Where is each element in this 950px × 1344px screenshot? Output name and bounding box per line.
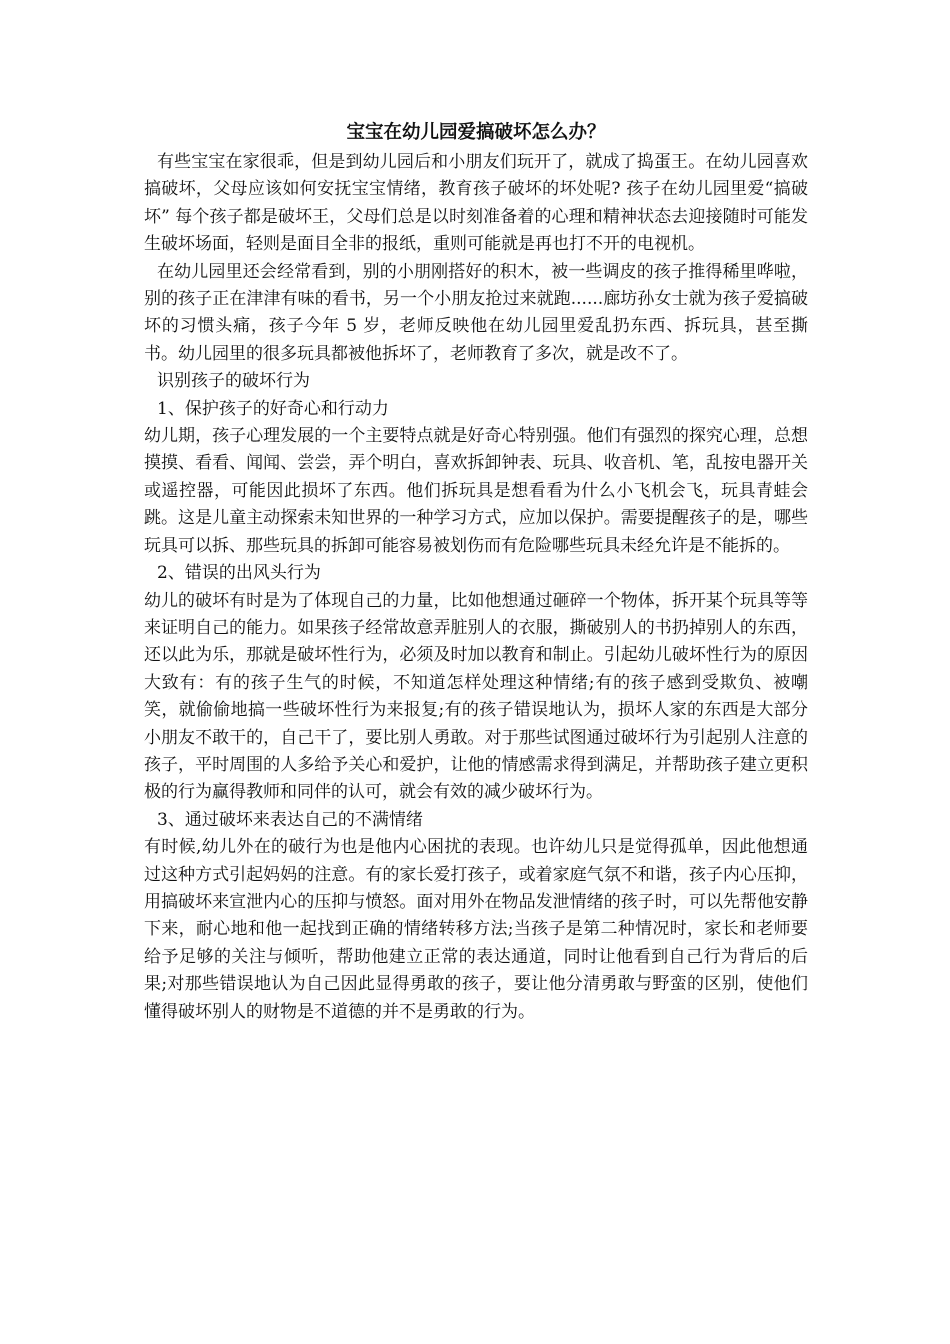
paragraph-curiosity: 幼儿期，孩子心理发展的一个主要特点就是好奇心特别强。他们有强烈的探究心理，总想摸摸、看看、闻闻、尝尝，弄个明白，喜欢拆卸钟表、玩具、收音机、笔，乱按电器开关或遥控器，可能因此损坏了东西。他们拆玩具是想看看为什么小飞机会飞，玩具青蛙会跳。这是儿童主动探索未知世界的一种学习方式，应加以保护。需要提醒孩子的是，哪些玩具可以拆、那些玩具的拆卸可能容易被划伤而有危险哪些玩具未经允许是不能拆的。: [144, 426, 808, 556]
paragraph-showing-off: 幼儿的破坏有时是为了体现自己的力量，比如他想通过砸碎一个物体，拆开某个玩具等等来证明自己的能力。如果孩子经常故意弄脏别人的衣服，撕破别人的书扔掉别人的东西，还以此为乐，那就是破坏性行为，必须及时加以教育和制止。引起幼儿破坏性行为的原因大致有：有的孩子生气的时候，不知道怎样处理这种情绪;有的孩子感到受欺负、被嘲笑，就偷偷地搞一些破坏性行为来报复;有的孩子错误地认为，损坏人家的东西是大部分小朋友不敢干的，自己干了，要比别人勇敢。对于那些试图通过破坏行为引起别人注意的孩子，平时周围的人多给予关心和爱护，让他的情感需求得到满足，并帮助孩子建立更积极的行为赢得教师和同伴的认可，就会有效的减少破坏行为。: [144, 590, 808, 803]
section-heading-identify: 识别孩子的破坏行为: [157, 371, 310, 392]
paragraph-intro: 有些宝宝在家很乖，但是到幼儿园后和小朋友们玩开了，就成了捣蛋王。在幼儿园喜欢搞破坏，父母应该如何安抚宝宝情绪，教育孩子破坏的坏处呢? 孩子在幼儿园里爱“搞破坏” 每个孩子都是破坏王，父母们总是以时刻准备着的心理和精神状态去迎接随时可能发生破坏场面，轻则是面目全非的报纸，重则可能就是再也打不开的电视机。: [144, 152, 808, 255]
paragraph-kindergarten-example: 在幼儿园里还会经常看到，别的小朋刚搭好的积木，被一些调皮的孩子推得稀里哗啦，别的孩子正在津津有味的看书，另一个小朋友抢过来就跑......廊坊孙女士就为孩子爱搞破坏的习惯头痛，孩子今年 5 岁，老师反映他在幼儿园里爱乱扔东西、拆玩具，甚至撕书。幼儿园里的很多玩具都被他拆坏了，老师教育了多次，就是改不了。: [144, 261, 808, 364]
section-heading-curiosity: 1、保护孩子的好奇心和行动力: [157, 398, 389, 419]
paragraph-dissatisfaction: 有时候,幼儿外在的破行为也是他内心困扰的表现。也许幼儿只是觉得孤单，因此他想通过这种方式引起妈妈的注意。有的家长爱打孩子，或着家庭气氛不和谐，孩子内心压抑，用搞破坏来宣泄内心的压抑与愤怒。面对用外在物品发泄情绪的孩子时，可以先帮他安静下来，耐心地和他一起找到正确的情绪转移方法;当孩子是第二种情况时，家长和老师要给予足够的关注与倾听，帮助他建立正常的表达通道，同时让他看到自己行为背后的后果;对那些错误地认为自己因此显得勇敢的孩子，要让他分清勇敢与野蛮的区别，使他们懂得破坏别人的财物是不道德的并不是勇敢的行为。: [144, 837, 808, 1022]
document-title: 宝宝在幼儿园爱搞破坏怎么办？: [346, 122, 606, 143]
section-heading-dissatisfaction: 3、通过破坏来表达自己的不满情绪: [157, 809, 423, 830]
document-page: [144, 118, 808, 1026]
section-heading-showing-off: 2、错误的出风头行为: [157, 563, 321, 584]
